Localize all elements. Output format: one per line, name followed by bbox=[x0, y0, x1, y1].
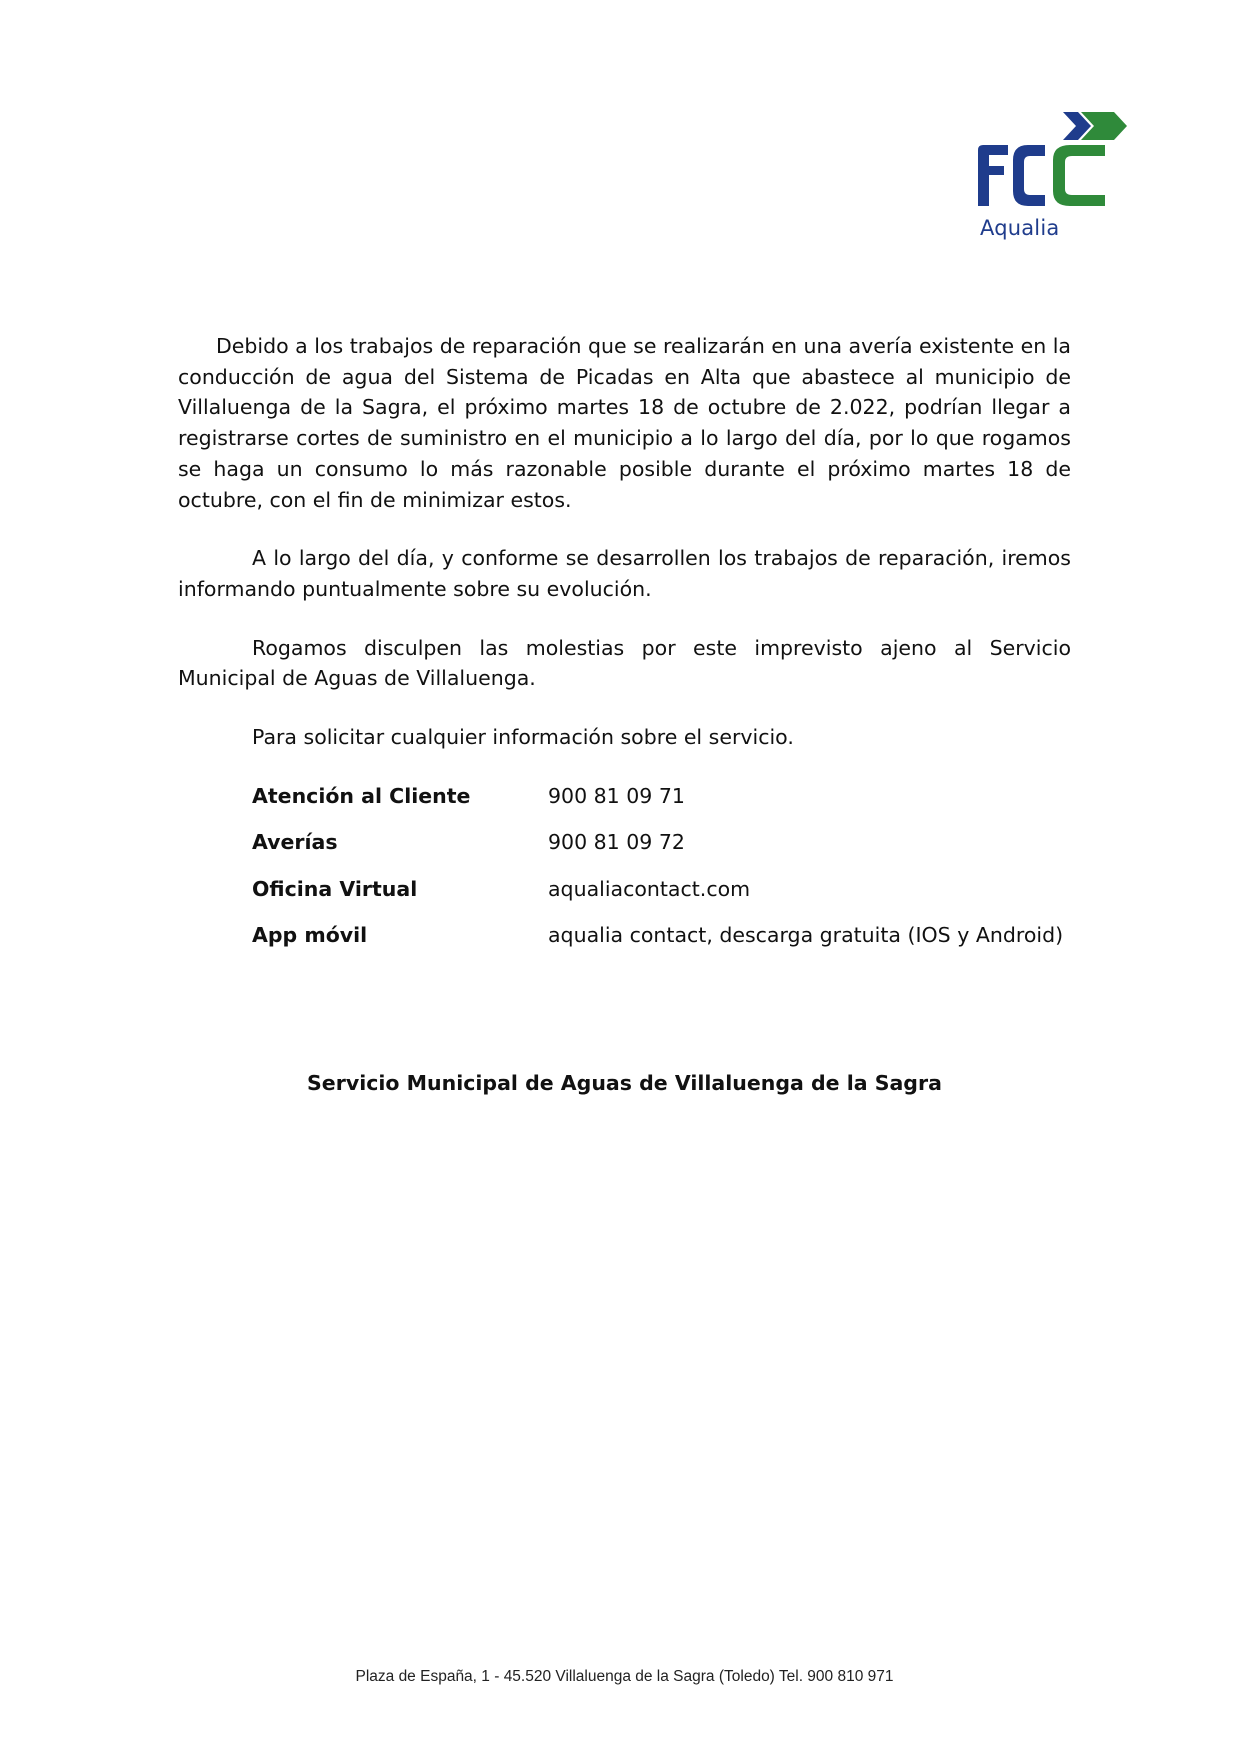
paragraph-contact-intro: Para solicitar cualquier información sobre el servicio. bbox=[252, 725, 794, 750]
contact-value: 900 81 09 72 bbox=[548, 830, 685, 855]
contact-label: Atención al Cliente bbox=[252, 783, 471, 808]
contact-row-customer-service bbox=[252, 781, 1071, 828]
contact-value: aqualiacontact.com bbox=[548, 876, 751, 901]
contact-value: 900 81 09 71 bbox=[548, 783, 685, 808]
contact-value: aqualia contact, descarga gratuita (IOS y Android) bbox=[548, 923, 1064, 948]
fcc-aqualia-logo bbox=[978, 112, 1153, 242]
paragraph-progress-info: A lo largo del día, y conforme se desarrollen los trabajos de reparación, iremos informando puntualmente sobre su evolución. bbox=[178, 546, 1071, 601]
fcc-logo-icon bbox=[978, 112, 1153, 212]
contact-label: App móvil bbox=[252, 923, 368, 948]
footer-address: Plaza de España, 1 - 45.520 Villaluenga de la Sagra (Toledo) Tel. 900 810 971 bbox=[355, 1668, 894, 1685]
contact-row-breakdowns bbox=[252, 827, 1071, 874]
paragraph-repair-notice: Debido a los trabajos de reparación que se realizarán en una avería existente en la conducción de agua del Sistema de Picadas en Alta que abastece al municipio de Villaluenga de la Sagra, el próximo martes 18 de octubre de 2.022, podrían llegar a registrarse cortes de suministro en el municipio a lo largo del día, por lo que rogamos se haga un consumo lo más razonable posible durante el próximo martes 18 de octubre, con el fin de minimizar estos. bbox=[178, 334, 1071, 512]
paragraph-apology: Rogamos disculpen las molestias por este imprevisto ajeno al Servicio Municipal de Aguas de Villaluenga. bbox=[178, 635, 1071, 691]
notice-body bbox=[178, 331, 1071, 967]
contact-list bbox=[252, 781, 1071, 967]
logo-brand-text: Aqualia bbox=[980, 216, 1060, 240]
contact-row-virtual-office bbox=[252, 874, 1071, 921]
contact-label: Oficina Virtual bbox=[252, 876, 418, 901]
contact-label: Averías bbox=[252, 830, 338, 855]
signature: Servicio Municipal de Aguas de Villaluenga de la Sagra bbox=[307, 1071, 942, 1095]
contact-row-mobile-app bbox=[252, 920, 1071, 967]
